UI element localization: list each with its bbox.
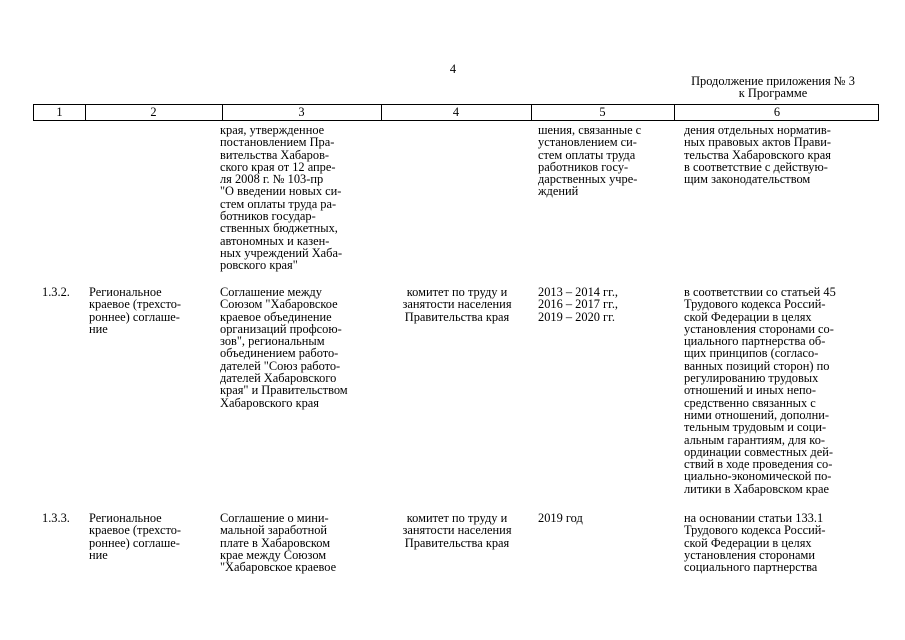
- period-cell: 2019 год: [538, 511, 583, 525]
- column-header-4: 4: [452, 105, 460, 119]
- column-header-2: 2: [150, 105, 157, 119]
- executor-cell: комитет по труду и занятости населения Правительства края: [402, 285, 512, 324]
- table-header: [33, 104, 879, 121]
- basis-cell: дения отдельных норматив- ных правовых актов Прави- тельства Хабаровского края в соответствие с действую- щим законодательством: [684, 123, 832, 187]
- column-header-6: 6: [773, 105, 781, 119]
- row-number-cell: 1.3.3.: [42, 511, 70, 525]
- basis-cell: в соответствии со статьей 45 Трудового кодекса Россий- ской Федерации в целях установления сторонами со- циального партнерства об- щих принципов (согласо- ванных позиций сторон) по регулированию трудовых отношений и иных непо- средственно связанных с ними отношений, дополни- тельным трудовым и соци- альным гарантиям, для ко- ординации совместных дей- ствий в ходе проведения со- циально-экономической по- литики в Хабаровском крае: [684, 285, 836, 496]
- period-cell: 2013 – 2014 гг., 2016 – 2017 гг., 2019 – 2020 гг.: [538, 285, 619, 324]
- document-cell: края, утвержденное постановлением Пра- вительства Хабаров- ского края от 12 апре- ля 2008 г. № 103-пр "О введении новых си- стем оплаты труда ра- ботников государ- ственных бюджетных, автономных и казен- ных учреждений Хаба- ровского края": [220, 123, 343, 273]
- basis-cell: на основании статьи 133.1 Трудового кодекса Россий- ской Федерации в целях установления сторонами социального партнерства: [684, 511, 826, 575]
- name-cell: Региональное краевое (трехсто- роннее) соглаше- ние: [89, 511, 182, 562]
- document-cell: Соглашение о мини- мальной заработной плате в Хабаровском крае между Союзом "Хабаровское краевое: [220, 511, 337, 575]
- column-header-1: 1: [56, 105, 63, 119]
- period-cell: шения, связанные с установлением си- стем оплаты труда работников госу- дарственных учре- ждений: [538, 123, 642, 199]
- column-header-3: 3: [298, 105, 305, 119]
- appendix-continuation-note: Продолжение приложения № 3 к Программе: [691, 74, 855, 100]
- name-cell: Региональное краевое (трехсто- роннее) соглаше- ние: [89, 285, 182, 336]
- row-number-cell: 1.3.2.: [42, 285, 70, 299]
- column-header-5: 5: [599, 105, 606, 119]
- document-cell: Соглашение между Союзом "Хабаровское краевое объединение организаций профсою- зов", региональным объединением работо- дателей "Союз работо- дателей Хабаровского края" и Правительством Хабаровского края: [220, 285, 348, 410]
- page-number: 4: [449, 62, 457, 76]
- executor-cell: комитет по труду и занятости населения Правительства края: [402, 511, 512, 550]
